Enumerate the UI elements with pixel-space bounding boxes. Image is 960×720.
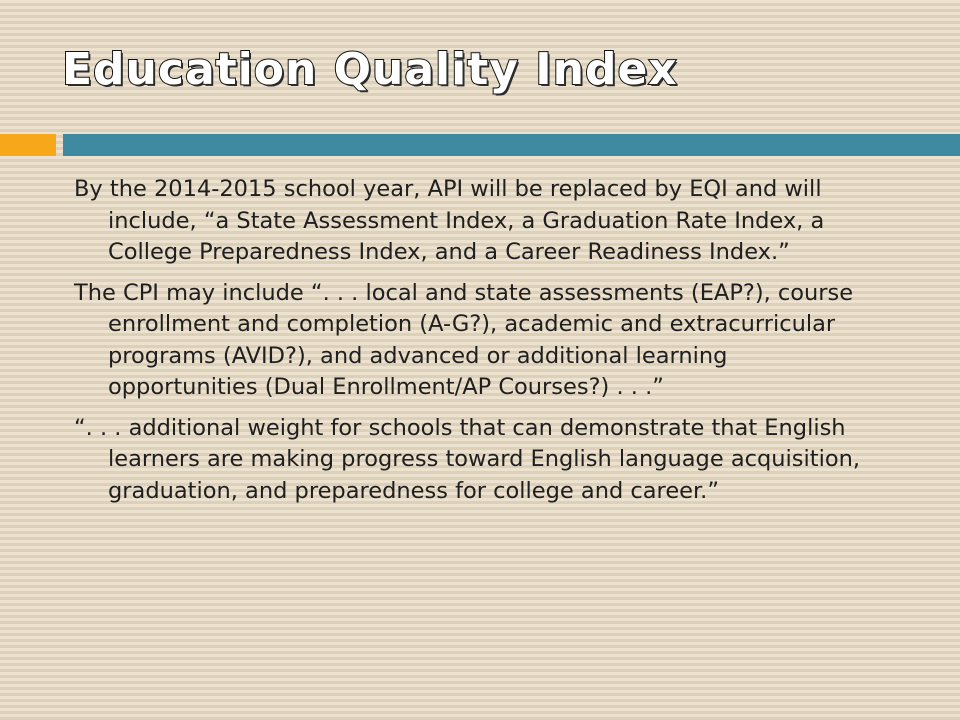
paragraph-english-learners: “. . . additional weight for schools that can demonstrate that English learners are making progress toward English language acquisition, graduation, and preparedness for college and career.” [74, 414, 861, 504]
paragraph-cpi: The CPI may include “. . . local and state assessments (EAP?), course enrollment and completion (A-G?), academic and extracurricular programs (AVID?), and advanced or additional learning opportunities (Dual Enrollment/AP Courses?) . . .” [74, 279, 854, 400]
slide-body [74, 174, 874, 516]
accent-bar-teal [63, 134, 960, 156]
slide-title: Education Quality Index [62, 44, 678, 95]
paragraph-eqi: By the 2014-2015 school year, API will be replaced by EQI and will include, “a State Assessment Index, a Graduation Rate Index, a College Preparedness Index, and a Career Readiness Index.” [74, 176, 825, 265]
accent-bar-orange [0, 134, 56, 156]
